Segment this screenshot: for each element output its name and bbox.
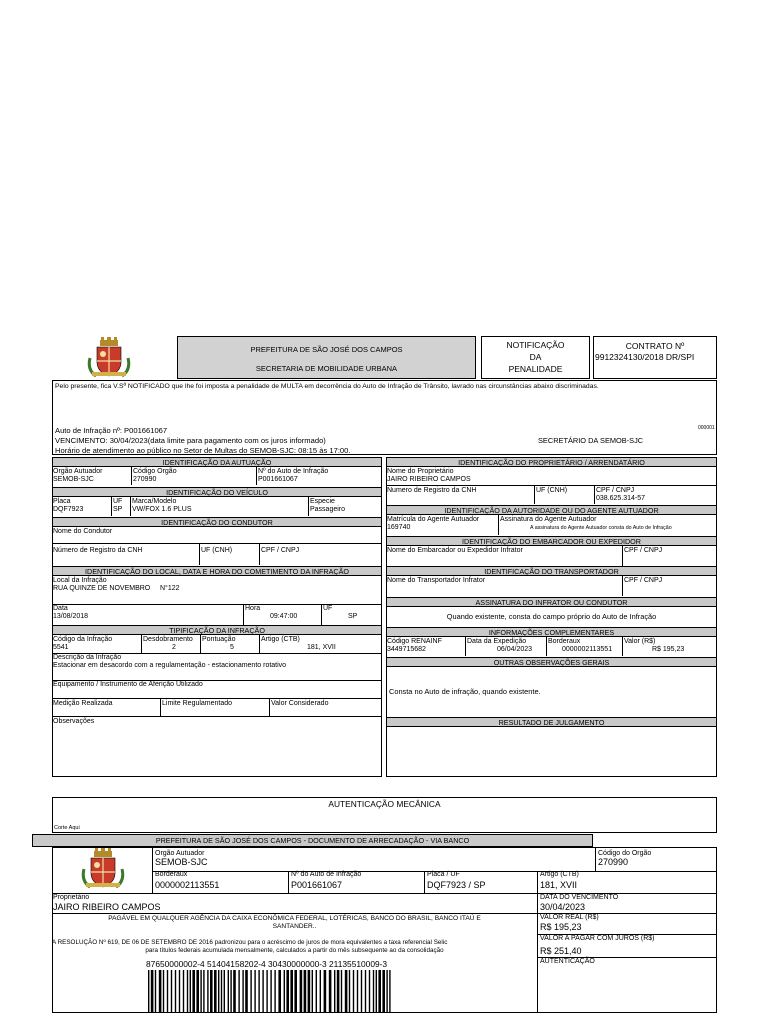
matricula-value: 169740: [387, 524, 411, 531]
secretario-label: SECRETÁRIO DA SEMOB-SJC: [538, 436, 644, 445]
slip-valor-pagar-label: VALOR A PAGAR COM JUROS (R$): [540, 935, 655, 942]
auto-infracao-label: Nº do Auto de Infração: [258, 468, 329, 475]
slip-valor-real-value: R$ 195,23: [540, 922, 582, 932]
assinatura-text: Quando existente, consta do campo próprio do Auto de Infração: [446, 612, 657, 621]
auto-infracao-value: P001661067: [258, 476, 298, 483]
cnh-condutor-label: Número de Registro da CNH: [53, 547, 143, 554]
veiculo-header: IDENTIFICAÇÃO DO VEÍCULO: [52, 487, 382, 497]
autuacao-header: IDENTIFICAÇÃO DA AUTUAÇÃO: [52, 457, 382, 467]
uf-veiculo-label: UF: [113, 498, 123, 505]
expedicao-value: 06/04/2023: [497, 646, 533, 653]
cpf-proprietario-label: CPF / CNPJ: [596, 487, 635, 494]
slip-coat-of-arms-logo: [80, 847, 126, 891]
slip-orgao-value: SEMOB-SJC: [155, 857, 208, 867]
autenticacao-box: [52, 797, 717, 833]
intro-text: Pelo presente, fica V.Sª NOTIFICADO que lhe foi imposta a penalidade de MULTA em decorrência do Auto de Infração de Trânsito, lavrado nas circunstâncias abaixo discriminadas.: [55, 383, 599, 390]
slip-auto-label: Nº do Auto de Infração: [291, 871, 362, 878]
uf-cnh-proprietario-label: UF (CNH): [536, 487, 568, 494]
slip-resolucao-line-1: A RESOLUÇÃO Nº 619, DE 06 DE SETEMBRO DE 2016 padronizou para o acréscimo de juros de mora equivalentes a taxa referencial Selic: [52, 939, 448, 946]
slip-vencimento-value: 30/04/2023: [540, 902, 586, 912]
desdobramento-value: 2: [172, 644, 176, 651]
slip-proprietario-value: JAIRO RIBEIRO CAMPOS: [53, 902, 161, 912]
notificacao-line-3: PENALIDADE: [508, 364, 563, 374]
condutor-header: IDENTIFICAÇÃO DO CONDUTOR: [52, 517, 382, 527]
slip-pagavel-line-1: PAGÁVEL EM QUALQUER AGÊNCIA DA CAIXA ECONÔMICA FEDERAL, LOTÉRICAS, BANCO DO BRASIL, BANCO ITAÚ E: [108, 915, 481, 922]
especie-value: Passageiro: [310, 506, 346, 513]
barcode: [146, 970, 396, 1013]
orgao-autuador-label: Orgão Autuador: [53, 468, 103, 475]
slip-borderaux-label: Borderaux: [155, 871, 188, 878]
marca-label: Marca/Modelo: [132, 498, 177, 505]
embarcador-header: IDENTIFICAÇÃO DO EMBARCADOR OU EXPEDIDOR: [386, 536, 717, 546]
slip-pagavel-line-2: SANTANDER..: [272, 923, 317, 930]
renainf-value: 3449715682: [387, 646, 426, 653]
auto-infracao-line: Auto de Infração nº: P001661067: [55, 426, 168, 435]
notificacao-line-2: DA: [529, 352, 542, 362]
transportador-header: IDENTIFICAÇÃO DO TRANSPORTADOR: [386, 566, 717, 576]
slip-valor-real-label: VALOR REAL (R$): [540, 914, 599, 921]
cnh-proprietario-label: Numero de Registro da CNH: [387, 487, 477, 494]
borderaux-label: Borderaux: [548, 638, 581, 645]
slip-placa-value: DQF7923 / SP: [427, 880, 486, 890]
slip-resolucao-line-2: para títulos federais acumulada mensalmente, calculados a partir do mês subsequente ao da consolidação: [145, 947, 444, 954]
slip-codigo-label: Código do Orgão: [598, 850, 652, 857]
orgao-autuador-value: SEMOB-SJC: [53, 476, 94, 483]
borderaux-value: 0000002113551: [562, 646, 613, 653]
nome-condutor-label: Nome do Condutor: [53, 528, 113, 535]
nome-embarcador-label: Nome do Embarcador ou Expedidor Infrator: [387, 547, 523, 554]
complementares-header: INFORMAÇÕES COMPLEMENTARES: [386, 627, 717, 637]
slip-artigo-value: 181, XVII: [540, 880, 578, 890]
cpf-proprietario-value: 038.625.314-57: [596, 495, 646, 502]
data-value: 13/08/2018: [53, 613, 89, 620]
valor-label: Valor (R$): [624, 638, 656, 645]
slip-artigo-label: Artigo (CTB): [540, 871, 579, 878]
placa-label: Placa: [53, 498, 71, 505]
slip-proprietario-label: Proprietário: [53, 894, 90, 901]
slip-borderaux-value: 0000002113551: [155, 880, 220, 890]
observacoes-text: Consta no Auto de infração, quando existente.: [389, 687, 541, 696]
nome-transportador-label: Nome do Transportador Infrator: [387, 577, 486, 584]
descricao-value: Estacionar em desacordo com a regulamentação - estacionamento rotativo: [53, 662, 287, 669]
tipificacao-header: TIPIFICAÇÃO DA INFRAÇÃO: [52, 625, 382, 635]
horario-line: Horário de atendimento ao público no Setor de Multas do SEMOB-SJC: 08:15 às 17:00.: [55, 446, 351, 455]
codigo-orgao-value: 270990: [133, 476, 157, 483]
codigo-infracao-value: 5541: [53, 644, 69, 651]
data-label: Data: [53, 605, 68, 612]
assinatura-header: ASSINATURA DO INFRATOR OU CONDUTOR: [386, 597, 717, 607]
uf-cnh-condutor-label: UF (CNH): [201, 547, 233, 554]
assinatura-agente-note: A assinatura do Agente Autuador consta do Auto de Infração: [530, 525, 672, 531]
code-number: 000001: [698, 425, 715, 431]
pontuacao-value: 5: [230, 644, 234, 651]
observacoes-label: Observações: [53, 718, 95, 725]
contrato-box: [593, 336, 717, 379]
proprietario-header: IDENTIFICAÇÃO DO PROPRIETÁRIO / ARRENDATÁRIO: [386, 457, 717, 467]
slip-orgao-label: Orgão Autuador: [155, 850, 205, 857]
codigo-infracao-label: Código da Infração: [53, 636, 113, 643]
medicao-label: Medição Realizada: [53, 700, 113, 707]
slip-auto-value: P001661067: [291, 880, 343, 890]
notificacao-box: [481, 336, 590, 379]
slip-autenticacao-label: AUTENTICAÇÃO: [540, 958, 595, 965]
expedicao-label: Data da Expedição: [467, 638, 527, 645]
intro-box: [52, 380, 717, 455]
slip-valor-pagar-value: R$ 251,40: [540, 946, 582, 956]
artigo-value: 181, XVII: [307, 644, 336, 651]
local-infracao-value: RUA QUINZE DE NOVEMBRO: [53, 585, 151, 592]
especie-label: Especie: [310, 498, 335, 505]
header-title-box: [177, 336, 476, 379]
cpf-transportador-label: CPF / CNPJ: [624, 577, 663, 584]
observacoes-header: OUTRAS OBSERVAÇÕES GERAIS: [386, 657, 717, 667]
assinatura-agente-label: Assinatura do Agente Autuador: [500, 516, 597, 523]
desdobramento-label: Desdobramento: [143, 636, 193, 643]
contrato-value: 9912324130/2018 DR/SPI: [595, 352, 695, 362]
placa-value: DQF7923: [53, 506, 84, 513]
local-numero-value: N°122: [160, 585, 180, 592]
barcode-digits: 87650000002-4 51404158202-4 30430000000-3 21135510009-3: [146, 959, 388, 969]
vencimento-line: VENCIMENTO: 30/04/2023(data limite para pagamento com os juros informado): [55, 436, 326, 445]
nome-proprietario-label: Nome do Proprietário: [387, 468, 454, 475]
julgamento-header: RESULTADO DE JULGAMENTO: [386, 717, 717, 727]
local-header: IDENTIFICAÇÃO DO LOCAL, DATA E HORA DO COMETIMENTO DA INFRAÇÃO: [52, 566, 382, 576]
uf-local-label: UF: [323, 605, 333, 612]
valor-value: R$ 195,23: [652, 646, 685, 653]
contrato-label: CONTRATO Nº: [625, 341, 685, 351]
codigo-orgao-label: Código Orgão: [133, 468, 177, 475]
descricao-label: Descrição da Infração: [53, 654, 122, 661]
equipamento-label: Equipamento / Instrumento de Aferição Utilizado: [53, 681, 203, 688]
hora-value: 09:47:00: [270, 613, 298, 620]
secretaria-title: SECRETARIA DE MOBILIDADE URBANA: [255, 364, 398, 373]
cpf-embarcador-label: CPF / CNPJ: [624, 547, 663, 554]
autoridade-header: IDENTIFICAÇÃO DA AUTORIDADE OU DO AGENTE AUTUADOR: [386, 505, 717, 515]
matricula-label: Matrícula do Agente Autuador: [387, 516, 480, 523]
valor-considerado-label: Valor Considerado: [271, 700, 329, 707]
uf-local-value: SP: [348, 613, 358, 620]
slip-title: PREFEITURA DE SÃO JOSÉ DOS CAMPOS - DOCUMENTO DE ARRECADAÇÃO - VIA BANCO: [32, 834, 593, 847]
renainf-label: Código RENAINF: [387, 638, 442, 645]
corte-aqui-label: Corte Aqui: [54, 825, 80, 831]
hora-label: Hora: [245, 605, 261, 612]
limite-label: Limite Regulamentado: [162, 700, 233, 707]
slip-placa-label: Placa / UF: [427, 871, 460, 878]
cpf-condutor-label: CPF / CNPJ: [261, 547, 300, 554]
artigo-label: Artigo (CTB): [261, 636, 300, 643]
local-infracao-label: Local da Infração: [53, 577, 107, 584]
nome-proprietario-value: JAIRO RIBEIRO CAMPOS: [387, 476, 471, 483]
slip-vencimento-label: DATA DO VENCIMENTO: [540, 894, 619, 901]
autenticacao-title: AUTENTICAÇÃO MECÂNICA: [328, 799, 441, 809]
slip-codigo-value: 270990: [598, 857, 629, 867]
notificacao-line-1: NOTIFICAÇÃO: [506, 340, 565, 350]
uf-veiculo-value: SP: [113, 506, 123, 513]
marca-value: VW/FOX 1.6 PLUS: [132, 506, 192, 513]
prefeitura-title: PREFEITURA DE SÃO JOSÉ DOS CAMPOS: [250, 345, 403, 354]
coat-of-arms-logo: [86, 336, 132, 380]
pontuacao-label: Pontuação: [202, 636, 236, 643]
